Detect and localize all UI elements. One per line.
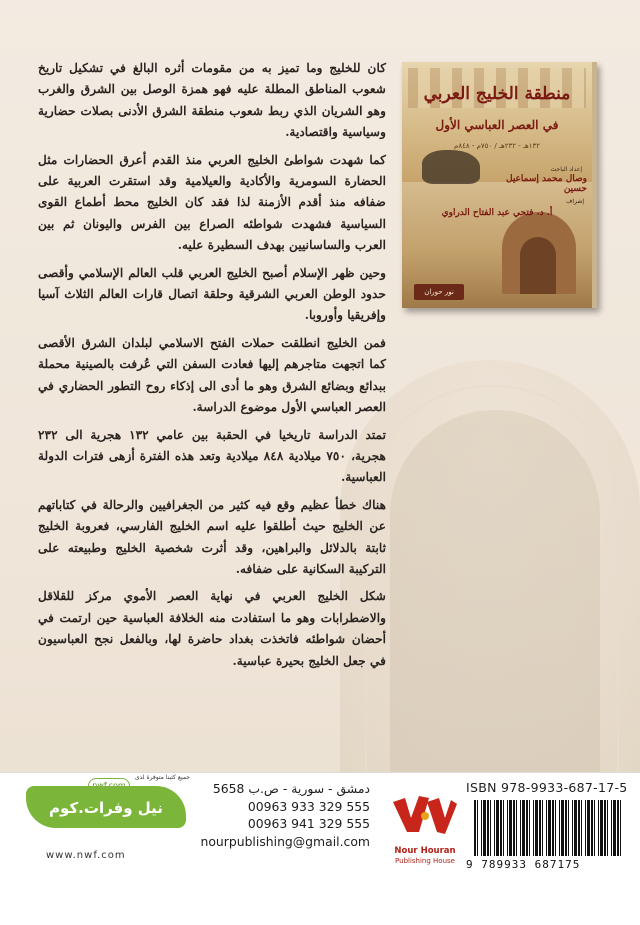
paragraph-4: فمن الخليج انطلقت حملات الفتح الاسلامي لبلدان الشرق الأقصى كما اتجهت متاجرهم إليها فعادت السفن التي عُرفت بالصينية محملة ببدائع وبضائع الشرق وهو ما أدى الى إذكاء روح التطور الحضاري في العصر العباسي الأول موضوع الدراسة.	[38, 335, 386, 415]
barcode-number: 9 789933 687175	[466, 858, 581, 871]
paragraph-3: وحين ظهر الإسلام أصبح الخليج العربي قلب العالم الإسلامي وأقصى حدود الوطن العربي الشرقية وحلقة اتصال قارات العالم الثلاث آسيا وإفريقيا وأوروبا.	[38, 265, 386, 323]
nwf-logo: نيل وفرات.كوم	[26, 786, 186, 828]
book-subtitle: في العصر العباسي الأول	[435, 118, 559, 132]
publisher-subtitle: Publishing House	[395, 857, 455, 865]
paragraph-1: كان للخليج وما تميز به من مقومات أثره البالغ في تشكيل تاريخ شعوب المناطق المطلة عليه فهو همزة الوصل بين الشرق والغرب وهو الشريان الذي ربط شعوب منطقة الشرق الأدنى بصلات حضارية وسياسية واقتصادية.	[38, 61, 386, 140]
arch-inner-decoration	[390, 410, 600, 780]
isbn: ISBN 978-9933-687-17-5	[466, 780, 628, 795]
phone-2: 00963 941 329 555	[247, 816, 370, 831]
nwf-url: www.nwf.com	[46, 850, 126, 861]
barcode-image	[474, 800, 624, 856]
contact-block	[200, 780, 370, 850]
cover-publisher-logo: نور حوران	[414, 284, 464, 300]
paragraph-2: كما شهدت شواطئ الخليج العربي منذ القدم أعرق الحضارات مثل الحضارة السومرية والأكادية والعيلامية وقد استقرت العربية على ضفافه منذ أقدم الأزمنة لذا فقد كان الخليج محط أطماع القوى السياسية فشهدت شواطئه الصراع بين الفرس واليونان ثم بين العرب والساسانيين بهدف السطيرة عليه.	[38, 152, 386, 253]
book-cover-thumbnail	[402, 62, 597, 308]
back-cover-text	[38, 58, 386, 678]
paragraph-7: شكل الخليج العربي في نهاية العصر الأموي مركز للقلاقل والاضطرابات وهو ما استفادت منه الخلافة العباسية حين ارتمت في أحضان شواطئه فاتخذت بغداد حاضرة لها، وبالفعل نجح العباسيون في جعل الخليج بحيرة عباسية.	[38, 589, 386, 668]
paragraph-6: هناك خطأ عظيم وقع فيه كثير من الجغرافيين والرحالة في كتاباتهم عن الخليج حيث أطلقوا عليه اسم الخليج الفارسي، فعروبة الخليج ثابتة بالدلائل والبراهين، وقد أثرت شخصية الخليج وطبيعته على التركيبة السكانية على ضفافه.	[38, 497, 386, 576]
book-supervisor: أ. د. فتحي عبد الفتاح الدراوي	[441, 208, 553, 218]
book-dates: ١٣٢هـ - ٢٣٢هـ / ٧٥٠م - ٨٤٨م	[453, 142, 541, 150]
paragraph-5: تمتد الدراسة تاريخيا في الحقبة بين عامي ١٣٢ هجرية الى ٢٣٢ هجرية، ٧٥٠ ميلادية ٨٤٨ ميلادية وتعد هذه الفترة أزهى فترات الدولة العباسية.	[38, 427, 386, 485]
nwf-tagline: جميع كتبنا متوفرة لدى	[134, 774, 190, 781]
phone-1: 00963 933 329 555	[247, 798, 370, 814]
publisher-name: Nour Houran	[394, 846, 456, 856]
author-label: إعداد الباحث	[550, 166, 582, 173]
address: دمشق - سورية - ص.ب 5658	[212, 781, 370, 796]
book-title: منطقة الخليج العربي	[423, 84, 571, 104]
nour-houran-logo-icon	[385, 788, 459, 844]
email: nourpublishing@gmail.com	[200, 833, 370, 849]
ruin-doorway	[520, 237, 556, 294]
supervisor-label: إشراف	[566, 198, 584, 205]
book-author: وصال محمد إسماعيل حسين	[506, 174, 587, 194]
